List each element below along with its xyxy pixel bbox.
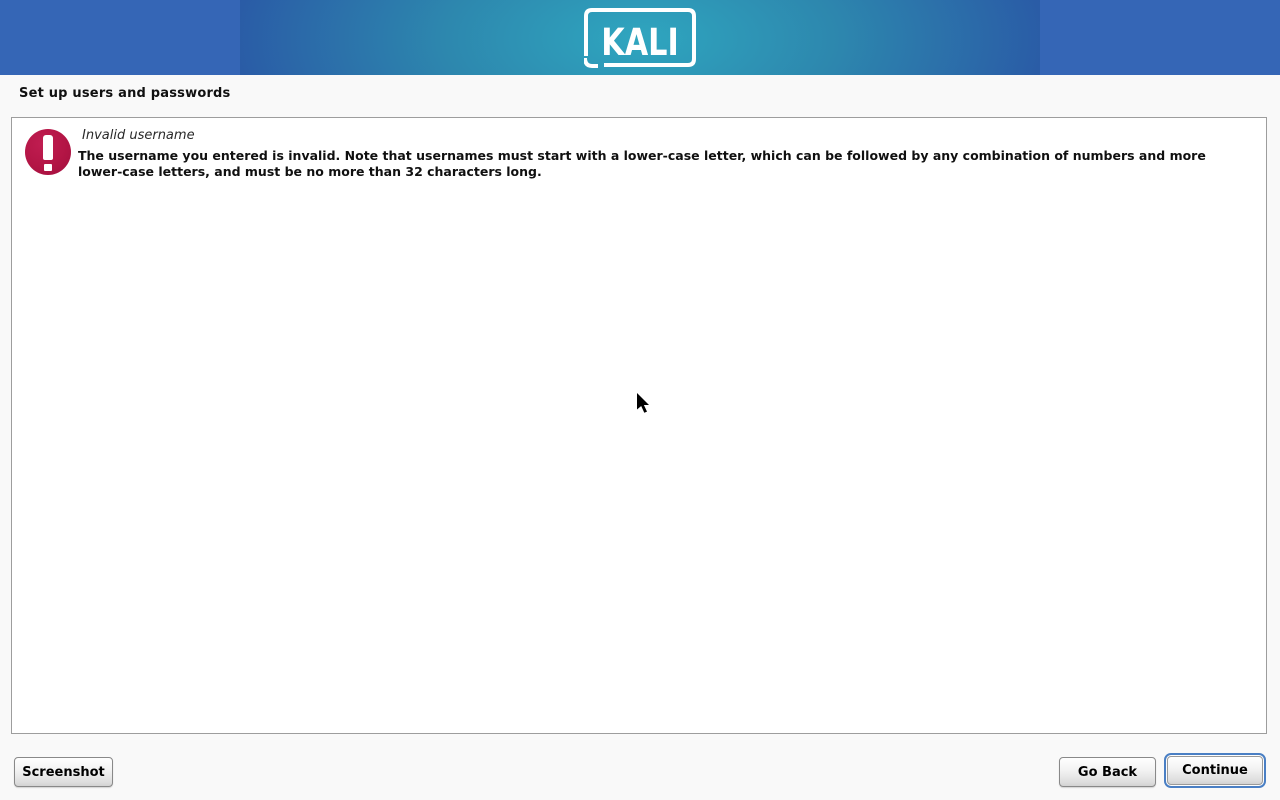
continue-button-focus-ring — [1164, 753, 1266, 788]
go-back-button[interactable]: Go Back — [1059, 757, 1156, 787]
exclamation-dot — [44, 164, 52, 171]
error-title: Invalid username — [82, 128, 195, 143]
error-exclamation-icon — [25, 129, 71, 175]
kali-banner — [0, 0, 1280, 75]
exclamation-bar — [43, 135, 53, 160]
kali-logo-icon — [584, 8, 696, 68]
continue-button[interactable]: Continue — [1167, 756, 1263, 785]
page-title: Set up users and passwords — [19, 86, 231, 101]
screenshot-button[interactable]: Screenshot — [14, 757, 113, 787]
error-message: The username you entered is invalid. Note that usernames must start with a lower-case letter, which can be followed by any combination of numbers and more lower-case letters, and must be no more than 32 characters long. — [78, 148, 1206, 179]
kali-logo-text: KALI — [601, 20, 679, 64]
installer-content-panel — [11, 117, 1267, 734]
